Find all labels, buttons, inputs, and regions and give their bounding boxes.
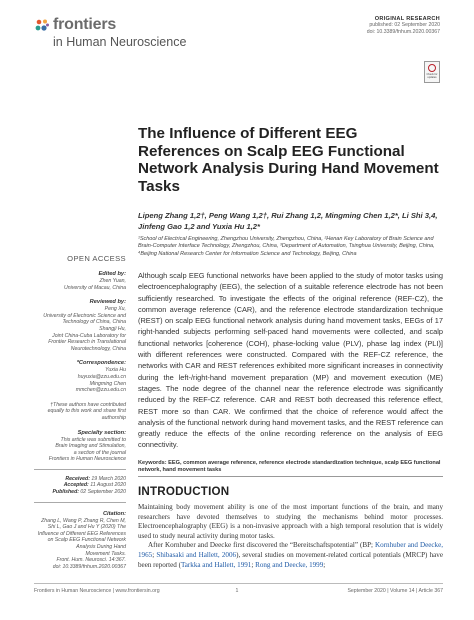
article-meta: [240, 16, 440, 36]
journal-name: in Human Neuroscience: [53, 35, 187, 49]
sidebar-divider: [34, 502, 126, 503]
text-run: ;: [251, 560, 256, 569]
correspondence-heading: *Correspondence:: [76, 360, 126, 367]
intro-body: [138, 503, 443, 570]
specialty-line: a section of the journal: [73, 449, 126, 456]
correspondent-email[interactable]: mmchen@zzu.edu.cn: [75, 387, 126, 394]
note-line: authorship: [101, 414, 126, 421]
abstract-text: Although scalp EEG functional networks have been applied to the study of motor tasks using electroencephalography (EEG), the selection of a suitable reference electrode has not been sufficiently researched. To investigate the effects of the original reference (REF-CZ), the common average reference (CAR), and the reference electrode standardization technique (REST) on scalp EEG functional network analysis during hand movement tasks, EEGs of 17 right-handed subjects performing self-paced hand movements were collected, and scalp functional networks [coherence (COH), phase-locking value (PLV), phase lag index (PLI)] with different references were constructed. Compared with the REF-CZ reference, the networks with CAR and REST references exhibited more significant increases in connectivity during the left-/right-hand movement preparation (MP) and movement execution (ME) stages. The node degree of the channel near the reference electrode was significantly reduced by the REF-CZ reference. CAR and REST both decreased this reference effect, REST more so than CAR. We confirmed that the choice of reference would affect the analysis of the functional network during hand movement tasks, and the REST reference can greatly reduce the effects of the online recording reference on the analysis of EEG connectivity.: [138, 271, 443, 450]
affiliation-line: ⁴Beijing National Research Center for Information Science and Technology, Beijing, China: [138, 250, 357, 257]
editor-name: Zhen Yuan,: [99, 278, 126, 284]
article-title: The Influence of Different EEG References on Scalp EEG Functional Network Analysis During Hand Movement Tasks: [138, 125, 439, 195]
sidebar-divider: [34, 469, 126, 470]
journal-logo[interactable]: [34, 16, 234, 50]
citation-line: on Scalp EEG Functional Network: [47, 537, 126, 544]
editor-affiliation: University of Macau, China: [64, 284, 126, 291]
page-number: 1: [235, 588, 239, 594]
equal-contribution-note: [34, 402, 126, 422]
citation-line: Front. Hum. Neurosci. 14:367.: [56, 557, 126, 564]
dates-block: [34, 476, 126, 496]
published-date-row: [34, 489, 126, 496]
refresh-icon: [428, 64, 436, 72]
reviewer-affiliation: Technology of China, China: [62, 319, 126, 326]
reviewer-affiliation: University of Electronic Science and: [43, 312, 126, 319]
author-line[interactable]: Lipeng Zhang 1,2†, Peng Wang 1,2†, Rui Zhang 1,2, Mingming Chen 1,2*, Li Shi 3,4,: [138, 211, 438, 220]
accepted-label: Accepted:: [63, 482, 89, 489]
received-date: 19 March 2020: [91, 475, 126, 482]
citation-link[interactable]: Shibasaki and Hallett, 2006: [156, 550, 237, 559]
citation-line: Movement Tasks.: [85, 550, 126, 557]
edited-by-heading: Edited by:: [98, 271, 126, 277]
correspondent-name: Yuxia Hu: [105, 367, 126, 374]
doi-link[interactable]: doi: 10.3389/fnhum.2020.00367: [366, 29, 440, 35]
correspondent-email[interactable]: huyuxia@zzu.edu.cn: [77, 373, 126, 380]
keywords: [138, 460, 443, 475]
article-type: ORIGINAL RESEARCH: [374, 16, 440, 22]
footer-divider: [34, 583, 443, 584]
reviewer-name: Peng Xu,: [104, 306, 126, 313]
specialty-section-block: [34, 430, 126, 463]
check-updates-label: Check for updates: [426, 73, 438, 79]
edited-by-block: [34, 271, 126, 291]
note-line: †These authors have contributed: [50, 401, 126, 408]
published-date: published: 02 September 2020: [369, 22, 440, 28]
text-run: ), several studies on movement-related cortical potentials (MRCP) have been reported (: [138, 550, 443, 569]
footer-journal[interactable]: Frontiers in Human Neuroscience | www.frontiersin.org: [34, 588, 160, 594]
citation-line: Analysis During Hand: [76, 544, 126, 551]
citation-heading: Citation:: [102, 510, 126, 517]
note-line: equally to this work and share first: [47, 408, 126, 415]
intro-paragraph: Maintaining body movement ability is one of the most important functions of the brain, and many researchers have devoted themselves to studying the mechanisms behind motor processes. Electroencephalography (EEG) is a non-invasive approach with a high temporal resolution that is widely used to study neural activity during motor tasks.: [138, 503, 443, 540]
keywords-list: EEG, common average reference, reference electrode standardization technique, scalp EEG functional network, hand movement tasks: [138, 460, 441, 474]
affiliation-line: Brain-Computer Interface Technology, Zhengzhou, China, ³Department of Automation, Tsinghua University, Beijing, China,: [138, 243, 435, 250]
published-date-value: 02 September 2020: [80, 489, 126, 496]
correspondent-name: Mingming Chen: [89, 380, 126, 387]
citation-link[interactable]: Kornhuber and Deecke, 1965: [138, 541, 443, 559]
specialty-heading: Specialty section:: [77, 429, 126, 436]
frontiers-logo-icon: [34, 18, 50, 34]
citation-block: [34, 511, 126, 571]
article-sidebar: [34, 254, 126, 570]
author-list: [138, 211, 443, 233]
citation-line[interactable]: doi: 10.3389/fnhum.2020.00367: [52, 563, 126, 570]
affiliation-line: ¹School of Electrical Engineering, Zhengzhou University, Zhengzhou, China, ²Henan Key Laboratory of Brain Science and: [138, 236, 434, 242]
accepted-date-row: [34, 482, 126, 489]
citation-link[interactable]: Tarkka and Hallett, 1991: [180, 560, 252, 569]
keywords-label: Keywords:: [138, 460, 167, 466]
check-for-updates-button[interactable]: [424, 61, 440, 83]
reviewed-by-heading: Reviewed by:: [89, 299, 126, 306]
citation-line: Zhang L, Wang P, Zhang R, Chen M,: [41, 517, 126, 524]
specialty-line: This article was submitted to: [60, 436, 126, 443]
received-label: Received:: [65, 475, 90, 482]
open-access-label: OPEN ACCESS: [67, 254, 126, 263]
accepted-date: 11 August 2020: [90, 482, 126, 489]
author-line[interactable]: Jinfeng Gao 1,2 and Yuxia Hu 1,2*: [138, 221, 260, 231]
text-run: ;: [323, 560, 326, 569]
brand-name: frontiers: [53, 16, 117, 33]
published-label: Published:: [52, 489, 79, 496]
intro-heading: INTRODUCTION: [138, 485, 230, 498]
intro-paragraph: [138, 541, 443, 570]
reviewer-name: Shangji Hu,: [99, 325, 126, 332]
citation-line: Shi L, Gao J and Hu Y (2020) The: [47, 524, 126, 531]
citation-line: Influence of Different EEG References: [37, 530, 126, 537]
affiliations: [138, 236, 443, 258]
reviewer-affiliation: Neurotechnology, China: [70, 345, 126, 352]
received-date-row: [34, 476, 126, 483]
specialty-line: Frontiers in Human Neuroscience: [48, 456, 126, 463]
reviewed-by-block: [34, 299, 126, 352]
specialty-line: Brain Imaging and Stimulation,: [55, 443, 126, 450]
correspondence-block: [34, 360, 126, 393]
citation-link[interactable]: Rong and Deecke, 1999: [255, 560, 324, 569]
footer-issue: September 2020 | Volume 14 | Article 367: [347, 588, 443, 594]
reviewer-affiliation: Frontier Research in Translational: [48, 339, 126, 346]
text-run: ;: [152, 550, 157, 559]
section-divider: [138, 476, 443, 477]
text-run: After Kornhuber and Deecke first discovered the “Bereitschaftspotential” (BP;: [148, 541, 376, 550]
reviewer-affiliation: Joint China-Cuba Laboratory for: [52, 332, 126, 339]
